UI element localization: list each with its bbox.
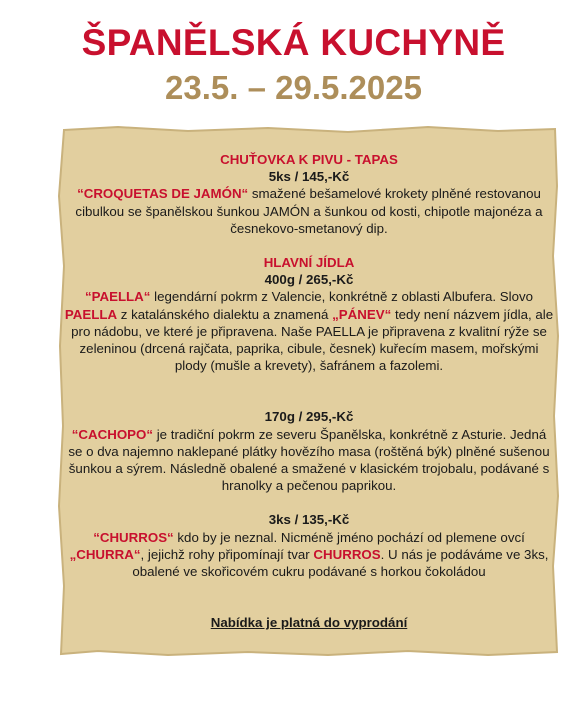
dish-text: z katalánského dialektu a znamená [117,306,333,322]
dish-description-croquetas [58,185,560,237]
dish-description-cachopo [58,426,560,495]
dish-text: legendární pokrm z Valencie, konkrétně z oblasti Albufera. Slovo [150,289,534,305]
section-heading-main: HLAVNÍ JÍDLA [263,255,355,271]
highlight-word: CHURROS [313,546,381,562]
dish-text: . U nás je podáváme ve 3ks, obalené ve skořicovém cukru podávané s horkou čokoládou [132,546,549,580]
dish-name-cachopo: “CACHOPO“ [71,426,154,442]
date-range: 23.5. – 29.5.2025 [165,69,422,106]
section-heading-tapas: CHUŤOVKA K PIVU - TAPAS [220,152,398,167]
dish-description-paella [58,288,560,374]
portion-paella: 400g / 265,-Kč [264,272,354,288]
portion-cachopo: 170g / 295,-Kč [264,409,354,425]
dish-text: kdo by je neznal. Nicméně jméno pochází od plemene ovcí [173,529,525,545]
menu-content [58,151,560,631]
portion-tapas: 5ks / 145,-Kč [268,169,350,185]
dish-name-churros: “CHURROS“ [93,529,174,545]
highlight-word: „CHURRA“ [69,546,141,562]
dish-text: , jejichž rohy připomínají tvar [140,546,314,562]
dish-text: smažené bešamelové krokety plněné restovanou cibulkou se španělskou šunkou JAMÓN a šunkou od kosti, chipotle majonéza a česnekovo-smetanový dip. [75,186,543,236]
page-title: ŠPANĚLSKÁ KUCHYNĚ [81,22,506,63]
dish-text: je tradiční pokrm ze severu Španělska, konkrétně z Asturie. Jedná se o dva najemno naklepané plátky hovězího masa (roštěná býk) plněné sušenou šunkou a sýrem. Následně obalené a smažené v klasickém trojobalu, podávané s hranolky a pečenou paprikou. [68,426,550,494]
dish-description-churros [58,529,560,581]
dish-name-paella: “PAELLA“ [84,289,151,305]
availability-note: Nabídka je platná do vyprodání [210,615,408,631]
highlight-word: „PÁNEV“ [332,306,392,322]
dish-text: tedy není názvem jídla, ale pro nádobu, ve které je připravena. Naše PAELLA je připravena z kvalitní rýže se zeleninou (drcená rajčata, paprika, cibule, česnek) kuřecím masem, mořskými plody (mušle a krevety), šafránem a fazolemi. [71,306,554,374]
highlight-word: PAELLA [64,306,118,322]
dish-name-croquetas: “CROQUETAS DE JAMÓN“ [77,186,249,202]
portion-churros: 3ks / 135,-Kč [268,512,350,528]
